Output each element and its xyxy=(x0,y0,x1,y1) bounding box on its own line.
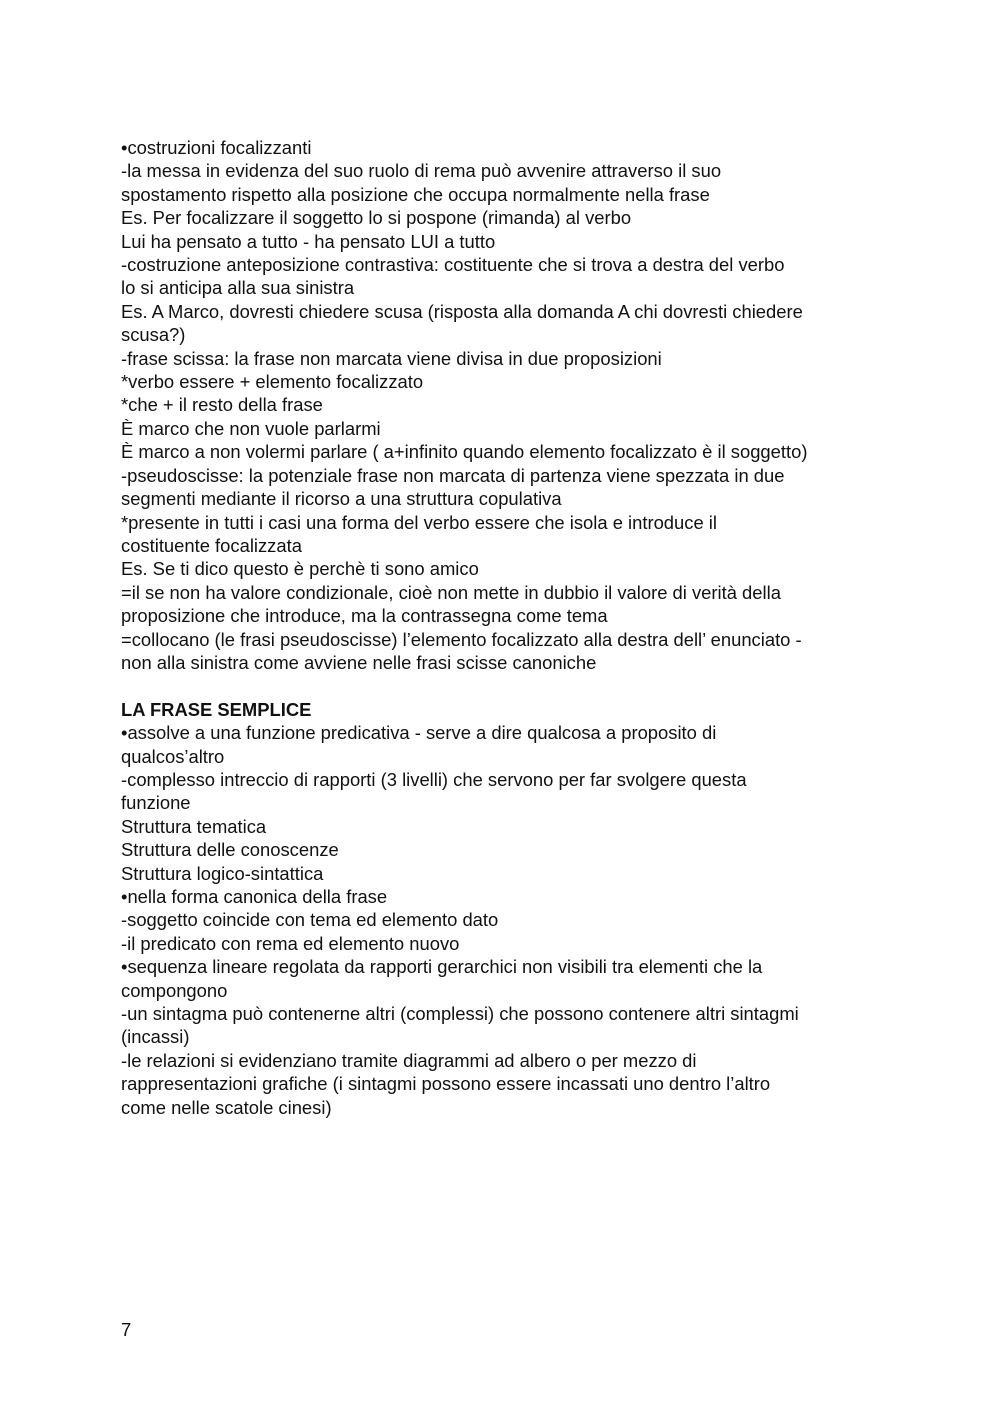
section-la-frase-semplice xyxy=(121,698,891,1119)
text-line: Struttura delle conoscenze xyxy=(121,839,339,861)
text-line: compongono xyxy=(121,979,228,1001)
text-line: Lui ha pensato a tutto - ha pensato LUI a tutto xyxy=(121,230,496,252)
text-line: Es. A Marco, dovresti chiedere scusa (risposta alla domanda A chi dovresti chiedere xyxy=(121,300,803,322)
text-line: Struttura tematica xyxy=(121,815,267,837)
text-line: *che + il resto della frase xyxy=(121,394,323,416)
text-line: -la messa in evidenza del suo ruolo di rema può avvenire attraverso il suo xyxy=(121,160,722,182)
text-line: scusa?) xyxy=(121,324,186,346)
text-line: *presente in tutti i casi una forma del verbo essere che isola e introduce il xyxy=(121,511,717,533)
text-line: •costruzioni focalizzanti xyxy=(121,137,312,158)
text-line: •assolve a una funzione predicativa - serve a dire qualcosa a proposito di xyxy=(121,722,717,744)
text-line: -costruzione anteposizione contrastiva: costituente che si trova a destra del verbo xyxy=(121,254,785,276)
text-line: *verbo essere + elemento focalizzato xyxy=(121,371,424,393)
text-line: Es. Per focalizzare il soggetto lo si pospone (rimanda) al verbo xyxy=(121,207,632,229)
text-line: lo si anticipa alla sua sinistra xyxy=(121,277,355,299)
text-line: È marco che non vuole parlarmi xyxy=(121,417,381,439)
text-line: segmenti mediante il ricorso a una struttura copulativa xyxy=(121,488,562,510)
text-line: -il predicato con rema ed elemento nuovo xyxy=(121,932,460,954)
text-line: funzione xyxy=(121,792,191,814)
text-line: Struttura logico-sintattica xyxy=(121,862,324,884)
text-line: Es. Se ti dico questo è perchè ti sono amico xyxy=(121,558,479,580)
text-line: -frase scissa: la frase non marcata viene divisa in due proposizioni xyxy=(121,347,662,369)
page-content xyxy=(121,136,891,1119)
text-line: non alla sinistra come avviene nelle frasi scisse canoniche xyxy=(121,651,597,673)
text-line: proposizione che introduce, ma la contrassegna come tema xyxy=(121,605,608,627)
section-heading: LA FRASE SEMPLICE xyxy=(121,698,312,720)
text-line: =il se non ha valore condizionale, cioè non mette in dubbio il valore di verità della xyxy=(121,581,781,603)
paragraph-gap xyxy=(121,674,891,697)
text-line: -pseudoscisse: la potenziale frase non marcata di partenza viene spezzata in due xyxy=(121,464,785,486)
text-line: -complesso intreccio di rapporti (3 livelli) che servono per far svolgere questa xyxy=(121,768,747,790)
text-line: rappresentazioni grafiche (i sintagmi possono essere incassati uno dentro l’altro xyxy=(121,1073,771,1095)
text-line: spostamento rispetto alla posizione che occupa normalmente nella frase xyxy=(121,183,710,205)
text-line: come nelle scatole cinesi) xyxy=(121,1096,332,1118)
text-line: -soggetto coincide con tema ed elemento dato xyxy=(121,909,499,931)
section-focalizing-constructions xyxy=(121,136,891,674)
page-number: 7 xyxy=(121,1319,132,1340)
text-line: -le relazioni si evidenziano tramite diagrammi ad albero o per mezzo di xyxy=(121,1049,697,1071)
text-line: (incassi) xyxy=(121,1026,190,1048)
text-line: costituente focalizzata xyxy=(121,534,302,556)
text-line: È marco a non volermi parlare ( a+infinito quando elemento focalizzato è il soggetto) xyxy=(121,441,808,463)
text-line: qualcos’altro xyxy=(121,745,225,767)
text-line: •nella forma canonica della frase xyxy=(121,885,388,907)
text-line: =collocano (le frasi pseudoscisse) l’elemento focalizzato alla destra dell’ enunciato - xyxy=(121,628,802,650)
text-line: -un sintagma può contenerne altri (complessi) che possono contenere altri sintagmi xyxy=(121,1003,799,1025)
text-line: •sequenza lineare regolata da rapporti gerarchici non visibili tra elementi che la xyxy=(121,956,763,978)
